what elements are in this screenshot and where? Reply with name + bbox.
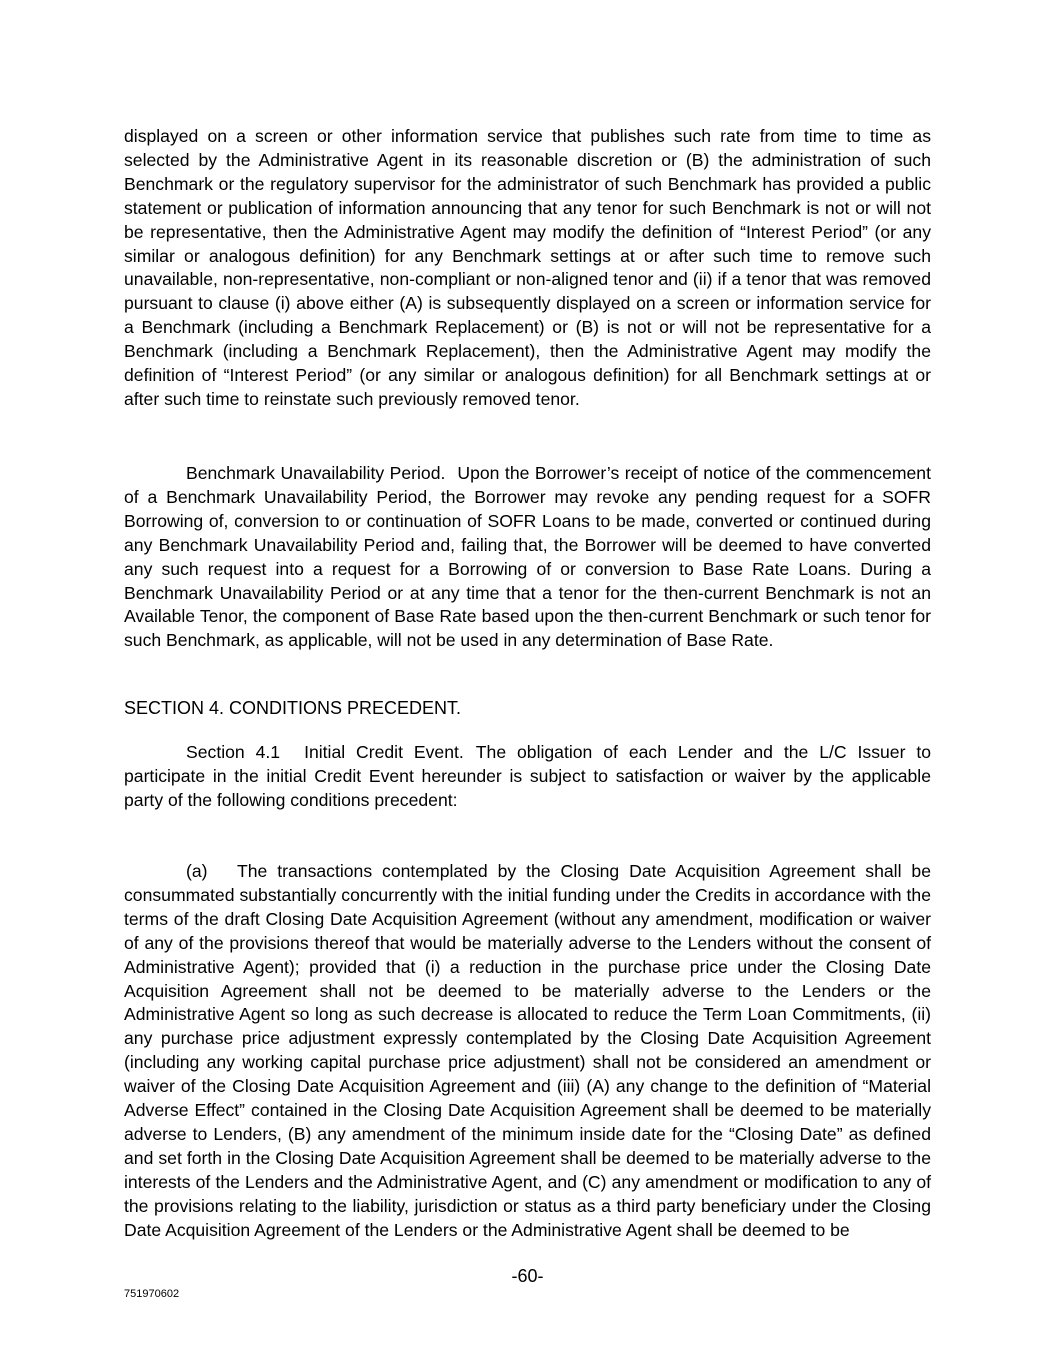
- clause-a-text: The transactions contemplated by the Closing Date Acquisition Agreement shall be consummated substantially concurrently with the initial funding under the Credits in accordance with the terms of the draft Closing Date Acquisition Agreement (without any amendment, modification or waiver of any of the provisions thereof that would be materially adverse to the Lenders without the consent of Administrative Agent); provided that (i) a reduction in the purchase price under the Closing Date Acquisition Agreement shall not be deemed to be materially adverse to the Lenders or the Administrative Agent so long as such decrease is allocated to reduce the Term Loan Commitments, (ii) any purchase price adjustment expressly contemplated by the Closing Date Acquisition Agreement (including any working capital purchase price adjustment) shall not be considered an amendment or waiver of the Closing Date Acquisition Agreement and (iii) (A) any change to the definition of “Material Adverse Effect” contained in the Closing Date Acquisition Agreement shall be deemed to be materially adverse to Lenders, (B) any amendment of the minimum inside date for the “Closing Date” as defined and set forth in the Closing Date Acquisition Agreement shall be deemed to be materially adverse to the interests of the Lenders and the Administrative Agent, and (C) any amendment or modification to any of the provisions relating to the liability, jurisdiction or status as a third party beneficiary under the Closing Date Acquisition Agreement of the Lenders or the Administrative Agent shall be deemed to be: [124, 861, 931, 1240]
- section-4-heading: SECTION 4. CONDITIONS PRECEDENT.: [124, 698, 462, 718]
- page-number: -60-: [511, 1266, 544, 1286]
- clause-a-label: (a): [186, 861, 208, 881]
- benchmark-unavailability-label: Benchmark Unavailability Period.: [186, 463, 446, 483]
- section-4-1-number: Section 4.1: [186, 742, 281, 762]
- benchmark-unavailability-text: Upon the Borrower’s receipt of notice of the commencement of a Benchmark Unavailability Period, the Borrower may revoke any pending request for a SOFR Borrowing of, conversion to or continuation of SOFR Loans to be made, converted or continued during any Benchmark Unavailability Period and, failing that, the Borrower will be deemed to have converted any such request into a request for a Borrowing of or conversion to Base Rate Loans. During a Benchmark Unavailability Period or at any time that a tenor for the then-current Benchmark is not an Available Tenor, the component of Base Rate based upon the then-current Benchmark or such tenor for such Benchmark, as applicable, will not be used in any determination of Base Rate.: [124, 463, 931, 651]
- paragraph-benchmark-unavailability: [124, 462, 931, 653]
- clause-a-paragraph: [124, 860, 931, 1243]
- section-4-1-text: The obligation of each Lender and the L/C Issuer to participate in the initial Credit Event hereunder is subject to satisfaction or waiver by the applicable party of the following conditions precedent:: [124, 742, 932, 810]
- paragraph-tenor-continuation: displayed on a screen or other information service that publishes such rate from time to time as selected by the Administrative Agent in its reasonable discretion or (B) the administration of such Benchmark or the regulatory supervisor for the administrator of such Benchmark has provided a public statement or publication of information announcing that any tenor for such Benchmark is not or will not be representative, then the Administrative Agent may modify the definition of “Interest Period” (or any similar or analogous definition) for any Benchmark settings at or after such time to remove such unavailable, non-representative, non-compliant or non-aligned tenor and (ii) if a tenor that was removed pursuant to clause (i) above either (A) is subsequently displayed on a screen or information service for a Benchmark (including a Benchmark Replacement) or (B) is not or will not be representative for a Benchmark (including a Benchmark Replacement), then the Administrative Agent may modify the definition of “Interest Period” (or any similar or analogous definition) for all Benchmark settings at or after such time to reinstate such previously removed tenor.: [124, 126, 931, 409]
- section-4-1-paragraph: [124, 741, 931, 813]
- section-4-1-title: Initial Credit Event.: [304, 742, 464, 762]
- document-id: 751970602: [124, 1288, 180, 1300]
